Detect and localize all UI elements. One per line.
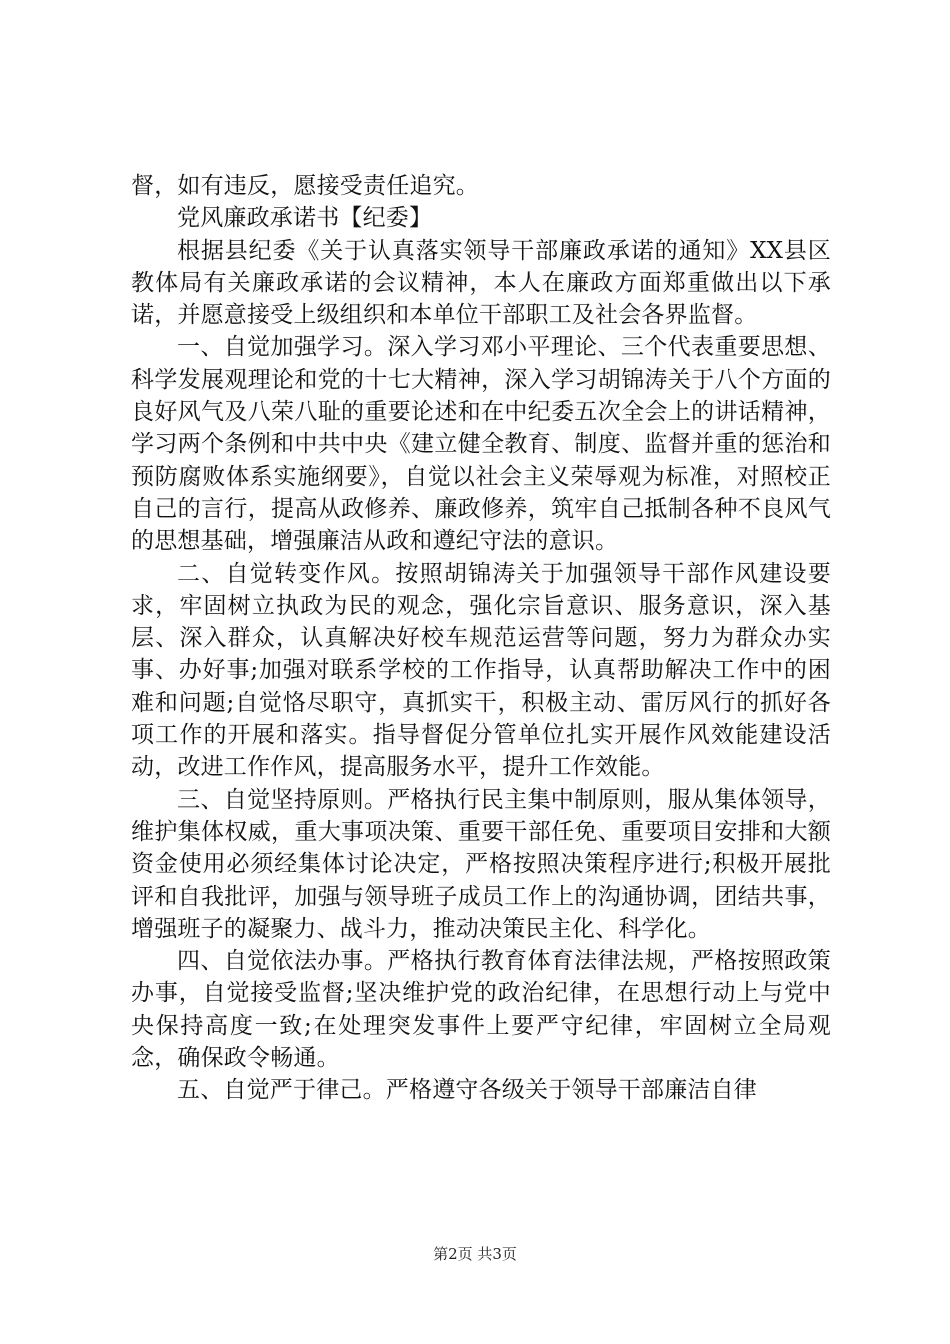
paragraph-intro: 根据县纪委《关于认真落实领导干部廉政承诺的通知》XX县区教体局有关廉政承诺的会议精神，本人在廉政方面郑重做出以下承诺，并愿意接受上级组织和本单位干部职工及社会各界监督。 <box>131 237 831 329</box>
paragraph-continuation: 督，如有违反，愿接受责任追究。 <box>131 173 479 199</box>
document-body <box>131 170 831 1107</box>
page-number-footer: 第2页 共3页 <box>433 1245 517 1263</box>
paragraph-item-1: 一、自觉加强学习。深入学习邓小平理论、三个代表重要思想、科学发展观理论和党的十七大精神，深入学习胡锦涛关于八个方面的良好风气及八荣八耻的重要论述和在中纪委五次全会上的讲话精神，学习两个条例和中共中央《建立健全教育、制度、监督并重的惩治和预防腐败体系实施纲要》，自觉以社会主义荣辱观为标准，对照校正自己的言行，提高从政修养、廉政修养，筑牢自己抵制各种不良风气的思想基础，增强廉洁从政和遵纪守法的意识。 <box>131 334 831 555</box>
section-title: 党风廉政承诺书【纪委】 <box>177 205 433 232</box>
paragraph-item-4: 四、自觉依法办事。严格执行教育体育法律法规，严格按照政策办事，自觉接受监督;坚决维护党的政治纪律，在思想行动上与党中央保持高度一致;在处理突发事件上要严守纪律，牢固树立全局观念，确保政令畅通。 <box>131 948 831 1072</box>
paragraph-item-5: 五、自觉严于律己。严格遵守各级关于领导干部廉洁自律 <box>177 1077 757 1104</box>
paragraph-item-3: 三、自觉坚持原则。严格执行民主集中制原则，服从集体领导，维护集体权威，重大事项决策、重要干部任免、重要项目安排和大额资金使用必须经集体讨论决定，严格按照决策程序进行;积极开展批评和自我批评，加强与领导班子成员工作上的沟通协调，团结共事，增强班子的凝聚力、战斗力，推动决策民主化、科学化。 <box>131 786 831 942</box>
paragraph-item-2: 二、自觉转变作风。按照胡锦涛关于加强领导干部作风建设要求，牢固树立执政为民的观念，强化宗旨意识、服务意识，深入基层、深入群众，认真解决好校车规范运营等问题，努力为群众办实事、办好事;加强对联系学校的工作指导，认真帮助解决工作中的困难和问题;自觉恪尽职守，真抓实干，积极主动、雷厉风行的抓好各项工作的开展和落实。指导督促分管单位扎实开展作风效能建设活动，改进工作作风，提高服务水平，提升工作效能。 <box>131 560 831 781</box>
